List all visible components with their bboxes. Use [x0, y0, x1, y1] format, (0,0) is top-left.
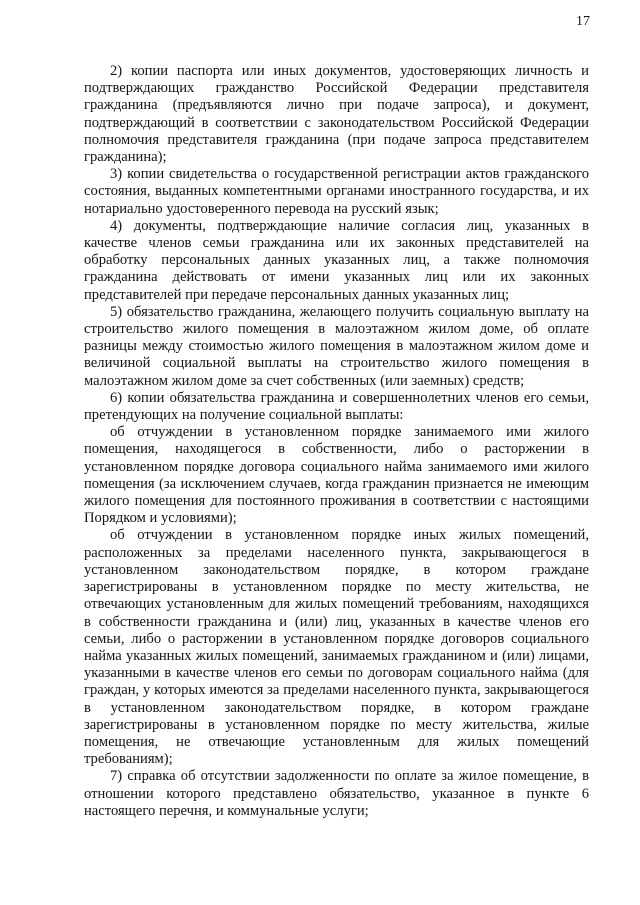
paragraph-item-6-sub-1: об отчуждении в установленном порядке занимаемого ими жилого помещения, находящегося в собственности, либо о расторжении в установленном порядке договора социального найма занимаемого ими жилого помещения (за исключением случаев, когда гражданин признается не имеющим жилого помещения для постоянного проживания в соответствии с настоящими Порядком и условиями);	[84, 424, 589, 527]
paragraph-item-3: 3) копии свидетельства о государственной регистрации актов гражданского состояния, выданных компетентными органами иностранного государства, и их нотариально удостоверенного перевода на русский язык;	[84, 166, 589, 217]
paragraph-item-6-sub-2: об отчуждении в установленном порядке иных жилых помещений, расположенных за пределами населенного пункта, закрывающегося в установленном законодательством порядке, в котором граждане зарегистрированы в установленном порядке по месту жительства, не отвечающих установленным для жилых помещений требованиям, находящихся в собственности гражданина и (или) лиц, указанных в качестве членов его семьи, либо о расторжении в установленном порядке договоров социального найма указанных жилых помещений, занимаемых гражданином и (или) лицами, указанными в качестве членов его семьи по договорам социального найма (для граждан, у которых имеются за пределами населенного пункта, закрывающегося в установленном законодательством порядке, в котором граждане зарегистрированы в установленном порядке по месту жительства, жилые помещения, не отвечающие установленным для жилых помещений требованиям);	[84, 527, 589, 768]
paragraph-item-6: 6) копии обязательства гражданина и совершеннолетних членов его семьи, претендующих на получение социальной выплаты:	[84, 389, 589, 424]
paragraph-item-5: 5) обязательство гражданина, желающего получить социальную выплату на строительство жилого помещения в малоэтажном жилом доме, об оплате разницы между стоимостью жилого помещения в малоэтажном жилом доме и величиной социальной выплаты на строительство жилого помещения в малоэтажном жилом доме за счет собственных (или заемных) средств;	[84, 303, 589, 389]
document-body	[84, 63, 589, 820]
paragraph-item-4: 4) документы, подтверждающие наличие согласия лиц, указанных в качестве членов семьи гражданина или их законных представителей на обработку персональных данных указанных лиц, а также полномочия гражданина действовать от имени указанных лиц или их законных представителей при передаче персональных данных указанных лиц;	[84, 217, 589, 303]
page-number: 17	[576, 14, 590, 29]
paragraph-item-7: 7) справка об отсутствии задолженности по оплате за жилое помещение, в отношении которого представлено обязательство, указанное в пункте 6 настоящего перечня, и коммунальные услуги;	[84, 768, 589, 819]
paragraph-item-2: 2) копии паспорта или иных документов, удостоверяющих личность и подтверждающих гражданство Российской Федерации представителя гражданина (предъявляются лично при подаче запроса), и документ, подтверждающий в соответствии с законодательством Российской Федерации полномочия представителя гражданина (при подаче запроса представителем гражданина);	[84, 63, 589, 166]
